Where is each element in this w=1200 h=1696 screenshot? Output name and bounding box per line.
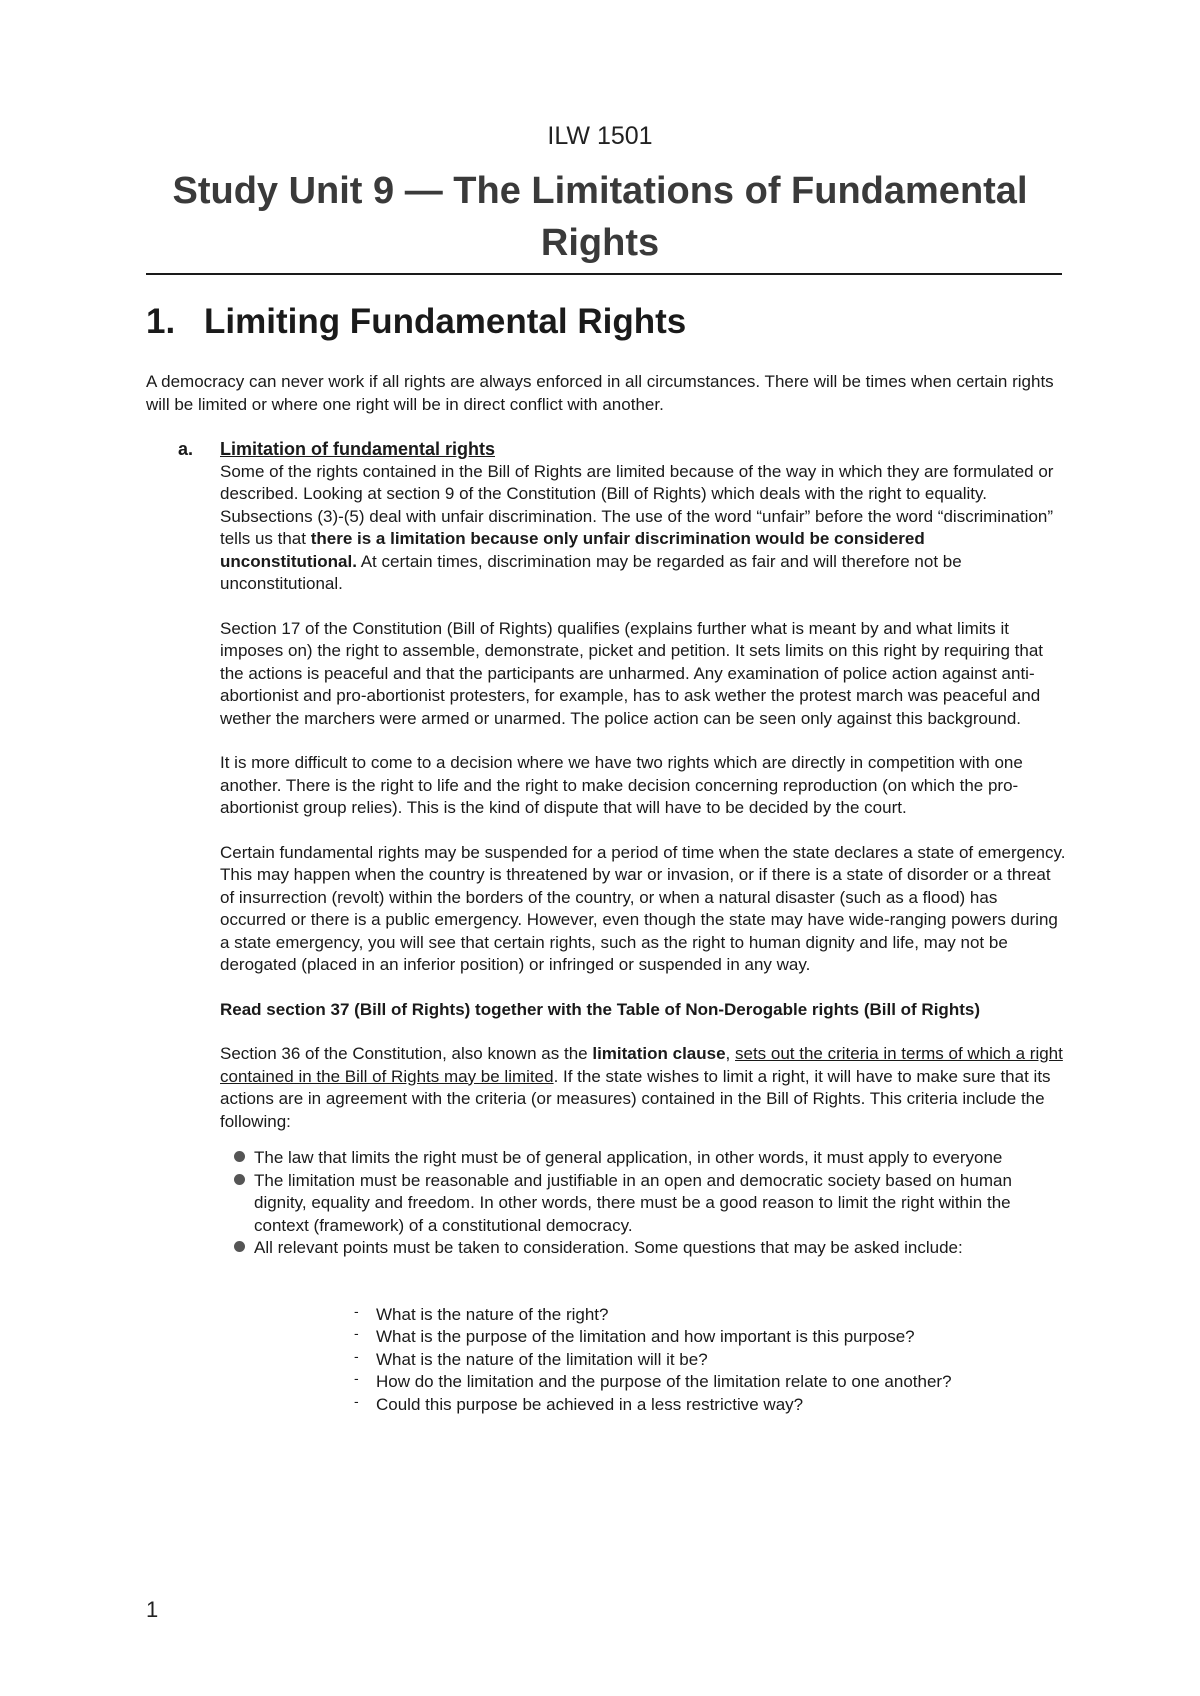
reading-instruction [220,999,1066,1022]
list-item [354,1326,1066,1349]
course-code: ILW 1501 [547,122,653,150]
paragraph-text: At certain times, discrimination may be regarded as fair and will therefore not be unconstitutional. [220,551,962,593]
page-number: 1 [146,1597,159,1622]
paragraph-assembly: Section 17 of the Constitution (Bill of Rights) qualifies (explains further what is meant by and what limits it imposes on) the right to assemble, demonstrate, picket and petition. It sets limits on this right by requiring that the actions is peaceful and that the participants are unharmed. Any examination of police action against anti-abortionist and pro-abortionist protesters, for example, has to ask wether the protest march was peaceful and wether the marchers were armed or unarmed. The police action can be seen only against this background. [220,618,1044,728]
paragraph-limitation-clause [220,1043,1066,1133]
list-item-text: Could this purpose be achieved in a less restrictive way? [376,1394,804,1414]
criteria-list [220,1147,1066,1260]
section-title: Limiting Fundamental Rights [204,302,687,341]
bullet-icon [234,1151,245,1162]
section-intro: A democracy can never work if all rights are always enforced in all circumstances. There will be times when certain rights will be limited or where one right will be in direct conflict with another. [146,372,1054,414]
list-item-text: How do the limitation and the purpose of the limitation relate to one another? [376,1372,952,1391]
subsection-a [178,438,1066,1416]
dash-icon: - [354,1392,359,1409]
list-item [234,1237,1066,1260]
title-divider [146,273,1062,275]
paragraph-text: Some of the rights contained in the Bill of Rights are limited because of the way in which they are formulated or described. Looking at section 9 of the Constitution (Bill of Rights) which deals with the right to equality. Subsections (3)-(5) deal with unfair discrimination. The use of the word “unfair” before the word “discrimination” tells us that [220,461,1054,548]
list-item-text: The limitation must be reasonable and justifiable in an open and democratic society based on human dignity, equality and freedom. In other words, there must be a good reason to limit the right within the context (framework) of a constitutional democracy. [254,1170,1012,1235]
reading-instruction-text: Read section 37 (Bill of Rights) together with the Table of Non-Derogable rights (Bill of Rights) [220,999,980,1019]
list-item [234,1147,1066,1170]
paragraph-equality [220,461,1066,596]
paragraph-text: . If the state wishes to limit a right, it will have to make sure that its actions are in agreement with the criteria (or measures) contained in the Bill of Rights. This criteria include the following: [220,1066,1051,1131]
paragraph-text: Section 36 of the Constitution, also known as the [220,1044,593,1063]
subsection-title: Limitation of fundamental rights [220,439,495,459]
list-item [234,1170,1066,1238]
subsection-heading [178,438,1066,461]
dash-icon: - [354,1325,359,1341]
list-item [354,1371,1066,1394]
underlined-text: sets out the criteria in terms of which a right contained in the Bill of Rights may be limited [220,1044,1063,1086]
paragraph-competing-rights: It is more difficult to come to a decision where we have two rights which are directly in competition with one another. There is the right to life and the right to make decision concerning reproduction (on which the pro-abortionist group relies). This is the kind of dispute that will have to be decided by the court. [220,753,1023,817]
emphasis-text: there is a limitation because only unfair discrimination would be considered unconstitutional. [220,529,925,571]
subsection-letter: a. [178,439,194,459]
dash-icon: - [354,1302,359,1319]
dash-icon: - [354,1347,359,1364]
section-heading [146,302,686,342]
list-item-text: What is the purpose of the limitation and how important is this purpose? [376,1327,915,1346]
list-item-text: All relevant points must be taken to consideration. Some questions that may be asked include: [254,1238,963,1257]
section-number: 1. [146,302,176,341]
list-item-text: The law that limits the right must be of general application, in other words, it must apply to everyone [254,1148,1003,1167]
paragraph-text: , [725,1044,735,1063]
list-item-text: What is the nature of the right? [376,1304,609,1324]
bullet-icon [234,1241,245,1252]
emphasis-text: limitation clause [592,1044,726,1063]
list-item [354,1304,1066,1327]
questions-list [220,1304,1066,1417]
page-title: Study Unit 9 — The Limitations of Fundamental Rights [172,170,1028,264]
list-item [354,1349,1066,1372]
subsection-body [220,461,1066,1417]
list-item-text: What is the nature of the limitation will it be? [376,1349,708,1369]
dash-icon: - [354,1370,359,1386]
bullet-icon [234,1174,245,1185]
list-item [354,1394,1066,1417]
paragraph-state-of-emergency: Certain fundamental rights may be suspended for a period of time when the state declares a state of emergency. This may happen when the country is threatened by war or invasion, or if there is a state of disorder or a threat of insurrection (revolt) within the borders of the country, or when a natural disaster (such as a flood) has occurred or there is a public emergency. However, even though the state may have wide-ranging powers during a state emergency, you will see that certain rights, such as the right to human dignity and life, may not be derogated (placed in an inferior position) or infringed or suspended in any way. [220,842,1066,974]
